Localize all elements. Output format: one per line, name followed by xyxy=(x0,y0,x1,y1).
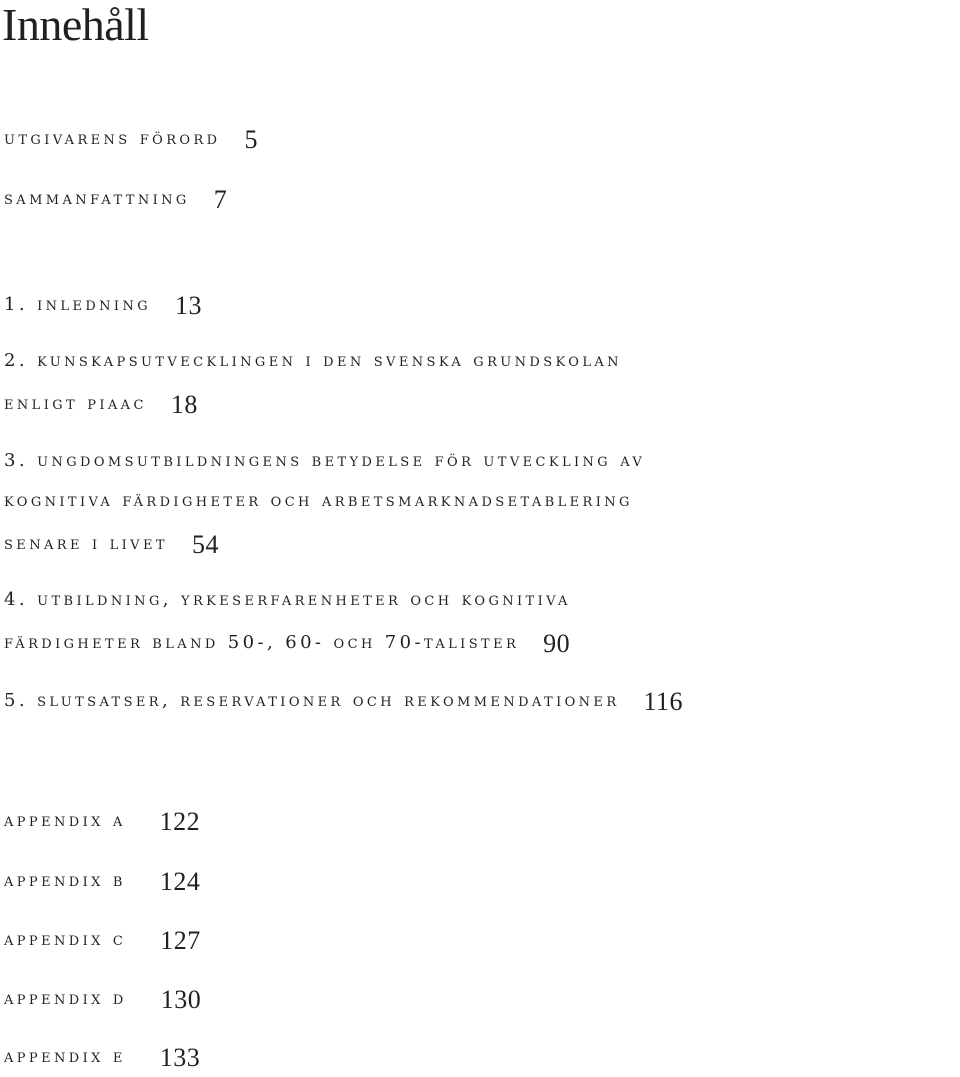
toc-entry-title-line: enligt piaac xyxy=(4,393,147,414)
toc-page-number: 124 xyxy=(159,867,201,896)
toc-entry-title-line: färdigheter bland 50-, 60- och 70-talister xyxy=(4,632,520,653)
toc-page-number: 133 xyxy=(159,1043,201,1072)
toc-page-number: 18 xyxy=(170,390,198,419)
toc-page-number: 7 xyxy=(213,185,228,214)
toc-entry-title: appendix a xyxy=(4,810,126,831)
toc-entry-title: appendix b xyxy=(4,870,126,891)
toc-entry-ungdomsutbildningens-betydelse[interactable] xyxy=(4,441,645,564)
toc-entry-slutsatser[interactable] xyxy=(4,678,683,721)
toc-entry-sammanfattning[interactable] xyxy=(4,176,227,219)
toc-entry-title-line: kognitiva färdigheter och arbetsmarknadsetablering xyxy=(4,490,633,511)
toc-entry-utbildning-yrkeserfarenheter[interactable] xyxy=(4,580,571,663)
toc-entry-title-line: 4. utbildning, yrkeserfarenheter och kognitiva xyxy=(4,589,571,610)
toc-page-number: 54 xyxy=(191,530,219,559)
toc-page-number: 5 xyxy=(244,125,258,154)
toc-entry-title: 5. slutsatser, reservationer och rekommendationer xyxy=(4,690,620,711)
toc-entry-title: 1. inledning xyxy=(4,294,152,315)
toc-entry-utgivarens-forord[interactable] xyxy=(4,116,258,159)
toc-page-number: 130 xyxy=(160,985,202,1014)
toc-entry-appendix-c[interactable] xyxy=(4,917,201,960)
toc-entry-title-line: 3. ungdomsutbildningens betydelse för utveckling av xyxy=(4,450,646,471)
toc-entry-kunskapsutvecklingen[interactable] xyxy=(4,341,622,424)
toc-entry-title: utgivarens förord xyxy=(4,128,221,149)
toc-entry-title: appendix d xyxy=(4,988,127,1009)
page-title: Innehåll xyxy=(2,0,149,50)
toc-entry-inledning[interactable] xyxy=(4,282,202,325)
toc-entry-appendix-b[interactable] xyxy=(4,858,200,901)
toc-page-number: 13 xyxy=(175,291,203,320)
toc-page-number: 127 xyxy=(160,926,201,955)
toc-entry-appendix-d[interactable] xyxy=(4,976,201,1019)
toc-page-number: 90 xyxy=(543,629,571,658)
toc-page-number: 116 xyxy=(643,687,684,716)
toc-entry-title-line: 2. kunskapsutvecklingen i den svenska grundskolan xyxy=(4,350,622,371)
toc-entry-title: sammanfattning xyxy=(4,188,190,209)
toc-entry-title: appendix c xyxy=(4,929,127,950)
toc-entry-appendix-a[interactable] xyxy=(4,798,200,841)
toc-page-number: 122 xyxy=(159,807,201,836)
toc-entry-title-line: senare i livet xyxy=(4,533,168,554)
toc-entry-title: appendix e xyxy=(4,1046,126,1067)
toc-entry-appendix-e[interactable] xyxy=(4,1034,200,1077)
